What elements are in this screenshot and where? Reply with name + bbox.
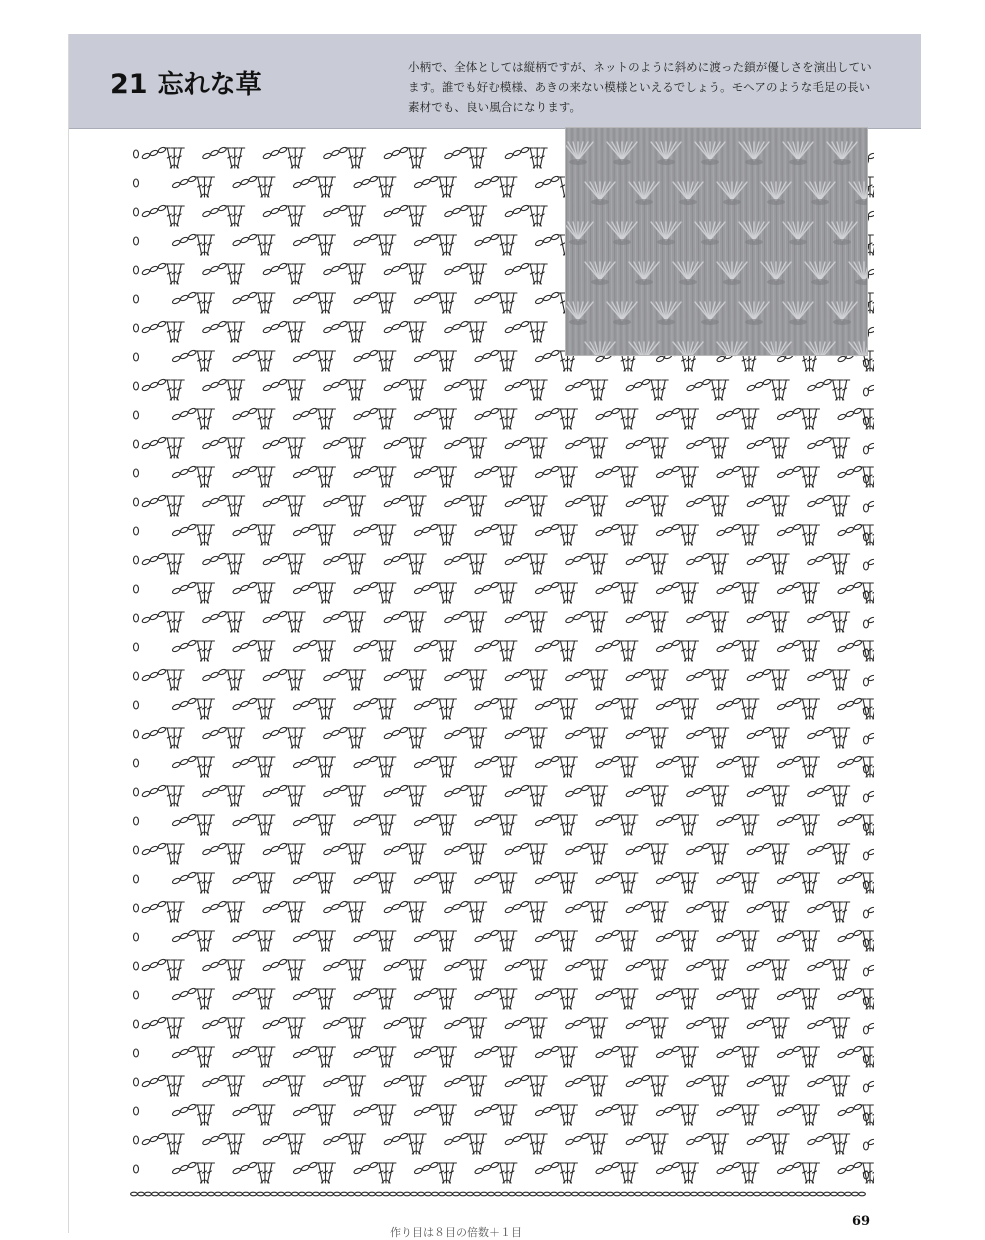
pattern-number: 21 (110, 69, 148, 100)
swatch-texture (566, 128, 868, 356)
page-number: 69 (852, 1214, 870, 1229)
pattern-description: 小柄で、全体としては縦柄ですが、ネットのように斜めに渡った鎖が優しさを演出しています。誰でも好む模様、あきの来ない模様といえるでしょう。モヘアのような毛足の長い素材でも、良い風合になります。 (408, 57, 878, 117)
swatch-photo (565, 127, 868, 356)
pattern-name: 忘れな草 (158, 64, 262, 101)
foundation-note: 作り目は８目の倍数＋１目 (390, 1224, 522, 1240)
pattern-title (110, 64, 262, 101)
page-gutter-line (68, 34, 69, 1233)
